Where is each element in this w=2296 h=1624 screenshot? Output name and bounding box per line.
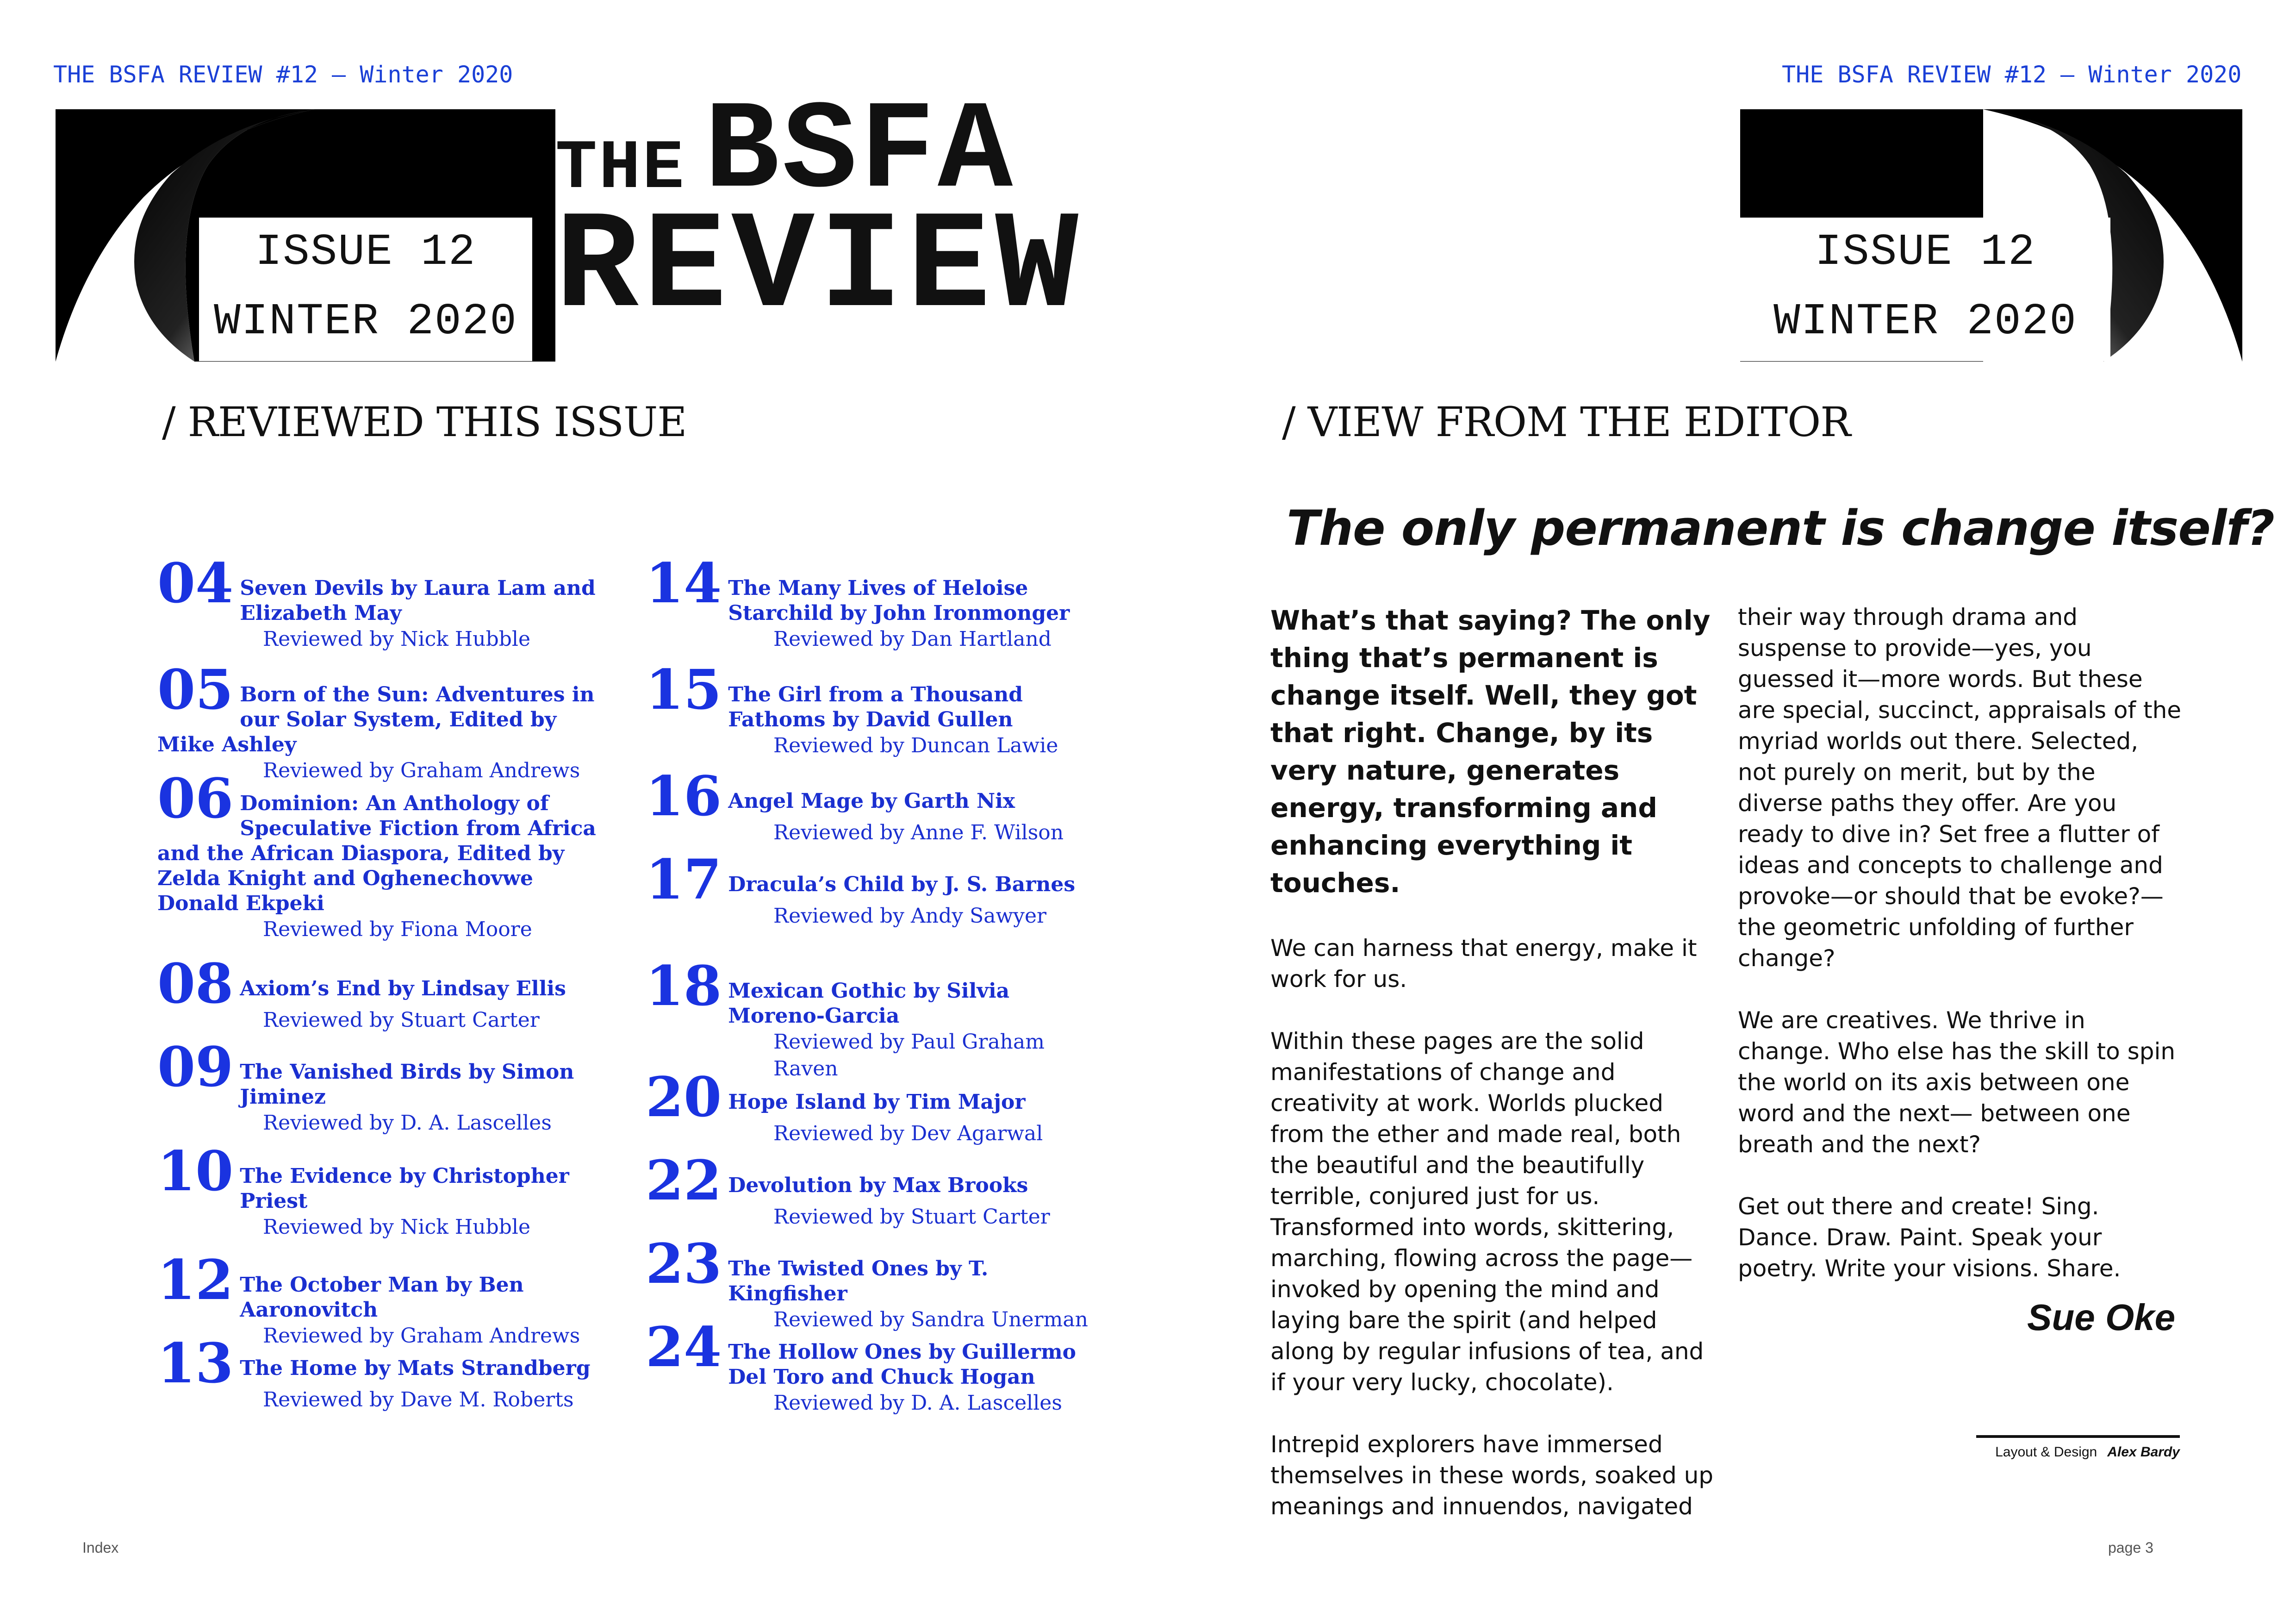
book-title: Devolution by Max Brooks bbox=[728, 1174, 1028, 1197]
reviewer: Reviewed by Stuart Carter bbox=[773, 1205, 1050, 1229]
book-title: The Evidence by Christopher Priest bbox=[240, 1164, 569, 1213]
page-number: 06 bbox=[157, 766, 234, 831]
page-number: 24 bbox=[646, 1315, 722, 1379]
index-entry[interactable] bbox=[646, 847, 1108, 930]
editorial-paragraph: Intrepid explorers have immersed themselves in these words, soaked up meanings and innuendos, navigated bbox=[1270, 1431, 1714, 1520]
reviewer: Reviewed by Andy Sawyer bbox=[773, 904, 1047, 928]
reviewer: Reviewed by Graham Andrews bbox=[263, 759, 580, 782]
issue-season-left: WINTER 2020 bbox=[214, 296, 517, 347]
masthead-review: REVIEW bbox=[555, 190, 1083, 347]
reviewer: Reviewed by Nick Hubble bbox=[263, 1215, 531, 1239]
page-number: 15 bbox=[646, 657, 722, 722]
index-entry[interactable] bbox=[157, 551, 620, 653]
reviewed-heading: / REVIEWED THIS ISSUE bbox=[162, 398, 687, 446]
page-number: 10 bbox=[157, 1139, 234, 1203]
editorial-paragraph: Within these pages are the solid manifestations of change and creativity at work. Worlds plucked from the ether and made real, both the beautiful and the beautifully terrible, conjured just for us. Transformed into words, skittering, marching, flowing across the page—invoked by opening the mind and laying bare the spirit (and helped along by regular infusions of tea, and if your very lucky, chocolate). bbox=[1270, 1028, 1704, 1396]
page-number: 16 bbox=[646, 764, 722, 828]
book-title: The October Man by Ben Aaronovitch bbox=[240, 1273, 524, 1322]
reviewer: Reviewed by Dan Hartland bbox=[773, 627, 1052, 651]
book-title: Born of the Sun: Adventures in our Solar System, Edited by Mike Ashley bbox=[157, 683, 595, 756]
page-number: 14 bbox=[646, 551, 722, 615]
design-credit bbox=[1976, 1444, 2180, 1460]
reviewer: Reviewed by Paul Graham Raven bbox=[773, 1030, 1045, 1081]
reviewer: Reviewed by D. A. Lascelles bbox=[263, 1111, 552, 1135]
index-entry[interactable] bbox=[646, 764, 1108, 846]
book-title: Axiom’s End by Lindsay Ellis bbox=[240, 977, 566, 1000]
book-title: The Many Lives of Heloise Starchild by John Ironmonger bbox=[728, 576, 1070, 625]
book-title: The Twisted Ones by T. Kingfisher bbox=[728, 1257, 989, 1305]
editorial-paragraph: their way through drama and suspense to provide—yes, you guessed it—more words. But these are special, succinct, appraisals of the myriad worlds out there. Selected, not purely on merit, but by the diverse paths they offer. Are you ready to dive in? Set free a flutter of ideas and concepts to challenge and provoke—or should that be evoke?—the geometric unfolding of further change? bbox=[1738, 604, 2182, 972]
book-title: Hope Island by Tim Major bbox=[728, 1090, 1026, 1114]
book-title: Dominion: An Anthology of Speculative Fiction from Africa and the African Diaspora, Edited by Zelda Knight and Oghenechovwe Donald Ekpeki bbox=[157, 792, 596, 915]
reviewer: Reviewed by Stuart Carter bbox=[263, 1008, 540, 1032]
page-number: 09 bbox=[157, 1035, 234, 1099]
page-number: 23 bbox=[646, 1231, 722, 1296]
index-entry[interactable] bbox=[646, 1065, 1108, 1147]
reviewer: Reviewed by Anne F. Wilson bbox=[773, 821, 1064, 844]
editorial-paragraph: We are creatives. We thrive in change. Who else has the skill to spin the world on its axis between one word and the next— between one breath and the next? bbox=[1738, 1007, 2176, 1158]
editorial-paragraph: We can harness that energy, make it work for us. bbox=[1270, 935, 1697, 993]
editor-signature: Sue Oke bbox=[2027, 1297, 2176, 1338]
masthead-bsfa: BSFA bbox=[704, 82, 1016, 224]
issue-box-right bbox=[1740, 218, 2110, 361]
index-entry[interactable] bbox=[157, 1035, 620, 1137]
footer-section-label: Index bbox=[82, 1539, 119, 1556]
editorial-column-left bbox=[1270, 602, 1715, 1553]
issue-season-right: WINTER 2020 bbox=[1773, 296, 2077, 347]
index-entry[interactable] bbox=[157, 1139, 620, 1241]
page-number: 22 bbox=[646, 1148, 722, 1212]
issue-number-left: ISSUE 12 bbox=[255, 227, 476, 277]
reviewer: Reviewed by D. A. Lascelles bbox=[773, 1391, 1062, 1415]
editorial-headline: The only permanent is change itself? bbox=[1287, 500, 2275, 556]
reviewer: Reviewed by Fiona Moore bbox=[263, 918, 532, 941]
book-title: Dracula’s Child by J. S. Barnes bbox=[728, 873, 1076, 896]
book-title: The Hollow Ones by Guillermo Del Toro and Chuck Hogan bbox=[728, 1340, 1076, 1389]
reviewer: Reviewed by Nick Hubble bbox=[263, 627, 531, 651]
credit-name: Alex Bardy bbox=[2107, 1444, 2180, 1460]
credit-divider bbox=[1976, 1435, 2180, 1438]
masthead-the: THE bbox=[555, 130, 686, 208]
book-title: The Home by Mats Strandberg bbox=[240, 1356, 591, 1380]
book-title: Angel Mage by Garth Nix bbox=[728, 789, 1015, 813]
page-number: 18 bbox=[646, 954, 722, 1018]
footer-page-number: page 3 bbox=[2108, 1539, 2153, 1556]
index-entry[interactable] bbox=[646, 1148, 1108, 1230]
page-number: 13 bbox=[157, 1331, 234, 1395]
reviewer: Reviewed by Dave M. Roberts bbox=[263, 1388, 574, 1412]
book-title: The Vanished Birds by Simon Jiminez bbox=[240, 1060, 574, 1109]
page-number: 04 bbox=[157, 551, 234, 615]
book-title: Mexican Gothic by Silvia Moreno-Garcia bbox=[728, 979, 1010, 1028]
index-entry[interactable] bbox=[646, 657, 1108, 759]
page-number: 17 bbox=[646, 847, 722, 912]
page-number: 12 bbox=[157, 1248, 234, 1312]
issue-number-right: ISSUE 12 bbox=[1815, 227, 2036, 277]
page-number: 20 bbox=[646, 1065, 722, 1129]
issue-box-left bbox=[199, 218, 532, 361]
editorial-paragraph: Get out there and create! Sing. Dance. Draw. Paint. Speak your poetry. Write your visions. Share. bbox=[1738, 1193, 2121, 1282]
running-head-right: THE BSFA REVIEW #12 — Winter 2020 bbox=[1782, 61, 2242, 88]
page-number: 05 bbox=[157, 657, 234, 722]
credit-role: Layout & Design bbox=[1995, 1444, 2097, 1460]
reviewer: Reviewed by Graham Andrews bbox=[263, 1324, 580, 1348]
page-number: 08 bbox=[157, 951, 234, 1016]
editor-heading: / VIEW FROM THE EDITOR bbox=[1282, 398, 1851, 446]
index-entry[interactable] bbox=[646, 551, 1108, 653]
masthead-logo bbox=[555, 82, 1083, 347]
running-head-left: THE BSFA REVIEW #12 — Winter 2020 bbox=[53, 61, 513, 88]
book-title: The Girl from a Thousand Fathoms by David Gullen bbox=[728, 683, 1023, 731]
reviewer: Reviewed by Duncan Lawie bbox=[773, 734, 1058, 757]
reviewer: Reviewed by Sandra Unerman bbox=[773, 1308, 1088, 1331]
reviewer: Reviewed by Dev Agarwal bbox=[773, 1122, 1043, 1145]
index-entry[interactable] bbox=[157, 951, 620, 1034]
editorial-column-right bbox=[1738, 602, 2182, 1315]
book-title: Seven Devils by Laura Lam and Elizabeth May bbox=[240, 576, 596, 625]
editorial-lead: What’s that saying? The only thing that’s permanent is change itself. Well, they got that right. Change, by its very nature, generates energy, transforming and enhancing everything it touches. bbox=[1270, 605, 1711, 899]
